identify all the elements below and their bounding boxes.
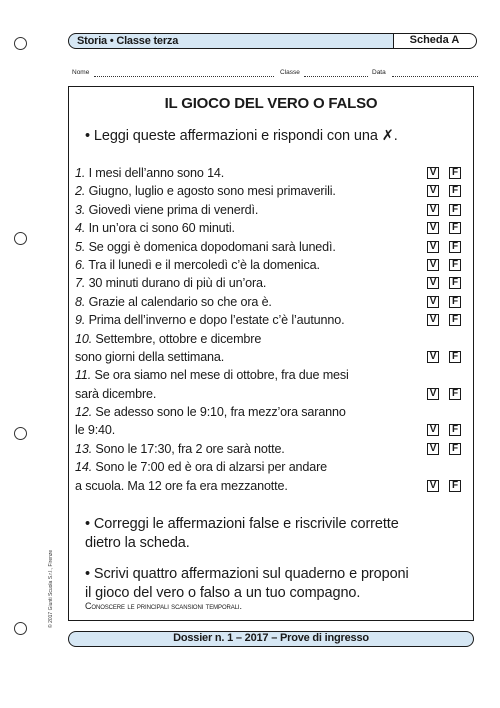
statement-line-text: a scuola. Ma 12 ore fa era mezzanotte. xyxy=(75,478,288,493)
true-false-boxes xyxy=(427,204,465,217)
binder-hole xyxy=(14,622,27,635)
statement-line-text: Se ora siamo nel mese di ottobre, fra due mesi xyxy=(94,368,349,383)
true-checkbox[interactable]: V xyxy=(427,259,439,271)
true-checkbox[interactable]: V xyxy=(427,314,439,326)
statement-text xyxy=(75,403,346,421)
statement-line-text: Sono le 17:30, fra 2 ore sarà notte. xyxy=(95,441,285,456)
subject-label: Storia • Classe terza xyxy=(77,35,179,47)
false-checkbox[interactable]: F xyxy=(449,277,461,289)
statement-line xyxy=(75,403,465,421)
instruction-correct-line: • Correggi le affermazioni false e riscrivile corrette xyxy=(85,516,399,532)
statement-line-text: sarà dicembre. xyxy=(75,386,157,401)
statement-text xyxy=(75,182,336,200)
true-checkbox[interactable]: V xyxy=(427,296,439,308)
statement-number: 10. xyxy=(75,331,93,346)
true-false-boxes xyxy=(427,259,465,272)
true-checkbox[interactable]: V xyxy=(427,277,439,289)
copyright-note: © 2017 Giunti Scuola S.r.l., Firenze xyxy=(48,549,54,628)
student-fields xyxy=(72,68,478,80)
statement-text xyxy=(75,219,235,237)
false-checkbox[interactable]: F xyxy=(449,480,461,492)
learning-objective: Conoscere le principali scansioni temporali. xyxy=(85,601,242,611)
statement-text xyxy=(75,385,156,403)
statement-number: 14. xyxy=(75,460,93,475)
statement-text xyxy=(75,421,115,439)
statement-line xyxy=(75,458,465,476)
statement-line xyxy=(75,256,465,274)
statement-line xyxy=(75,440,465,458)
instruction-write xyxy=(85,565,409,603)
statement-line xyxy=(75,311,465,329)
name-label: Nome xyxy=(72,69,90,76)
false-checkbox[interactable]: F xyxy=(449,204,461,216)
statement-line-text: le 9:40. xyxy=(75,423,116,438)
instruction-correct-line: dietro la scheda. xyxy=(85,535,190,551)
statement-number: 7. xyxy=(75,276,86,291)
statement-line-text: Giugno, luglio e agosto sono mesi primaverili. xyxy=(88,184,336,199)
statement-line xyxy=(75,366,465,384)
true-false-boxes xyxy=(427,351,465,364)
true-false-boxes xyxy=(427,424,465,437)
statement-line-text: Giovedì viene prima di venerdì. xyxy=(88,202,259,217)
statement-text xyxy=(75,440,285,458)
date-label: Data xyxy=(372,69,386,76)
statement-line xyxy=(75,477,465,495)
true-false-boxes xyxy=(427,443,465,456)
false-checkbox[interactable]: F xyxy=(449,222,461,234)
binder-hole xyxy=(14,232,27,245)
statement-line-text: Se oggi è domenica dopodomani sarà lunedì. xyxy=(88,239,336,254)
statement-line-text: Tra il lunedì e il mercoledì c’è la domenica. xyxy=(88,257,320,272)
class-label: Classe xyxy=(280,69,300,76)
statement-number: 6. xyxy=(75,257,86,272)
statement-line xyxy=(75,421,465,439)
footer-bar: Dossier n. 1 – 2017 – Prove di ingresso xyxy=(68,631,474,647)
statement-line xyxy=(75,182,465,200)
instruction-read: • Leggi queste affermazioni e rispondi con una ✗. xyxy=(85,128,398,144)
false-checkbox[interactable]: F xyxy=(449,351,461,363)
statement-line xyxy=(75,219,465,237)
statement-line-text: Se adesso sono le 9:10, fra mezz’ora saranno xyxy=(95,405,346,420)
false-checkbox[interactable]: F xyxy=(449,443,461,455)
exercise-frame xyxy=(68,86,474,621)
statement-number: 4. xyxy=(75,221,86,236)
statement-number: 5. xyxy=(75,239,86,254)
statement-number: 8. xyxy=(75,294,86,309)
statement-line xyxy=(75,238,465,256)
binder-hole xyxy=(14,37,27,50)
false-checkbox[interactable]: F xyxy=(449,388,461,400)
statement-line xyxy=(75,348,465,366)
instruction-write-line: • Scrivi quattro affermazioni sul quaderno e proponi xyxy=(85,566,409,582)
statement-line-text: Prima dell’inverno e dopo l’estate c’è l’autunno. xyxy=(88,313,345,328)
statement-line xyxy=(75,201,465,219)
class-field[interactable] xyxy=(304,76,368,77)
false-checkbox[interactable]: F xyxy=(449,185,461,197)
date-field[interactable] xyxy=(392,76,478,77)
statement-line-text: Settembre, ottobre e dicembre xyxy=(95,331,262,346)
statement-number: 12. xyxy=(75,405,93,420)
statement-line-text: In un’ora ci sono 60 minuti. xyxy=(88,221,235,236)
true-false-boxes xyxy=(427,277,465,290)
true-checkbox[interactable]: V xyxy=(427,222,439,234)
true-false-boxes xyxy=(427,241,465,254)
true-checkbox[interactable]: V xyxy=(427,185,439,197)
statement-line-text: Grazie al calendario so che ora è. xyxy=(88,294,272,309)
true-false-boxes xyxy=(427,314,465,327)
statement-text xyxy=(75,164,224,182)
statement-text xyxy=(75,293,272,311)
instruction-correct xyxy=(85,515,399,553)
statement-line xyxy=(75,274,465,292)
true-checkbox[interactable]: V xyxy=(427,388,439,400)
true-checkbox[interactable]: V xyxy=(427,204,439,216)
statement-line-text: 30 minuti durano di più di un’ora. xyxy=(88,276,267,291)
statement-number: 9. xyxy=(75,313,86,328)
true-checkbox[interactable]: V xyxy=(427,443,439,455)
statement-line xyxy=(75,293,465,311)
true-false-boxes xyxy=(427,185,465,198)
statement-text xyxy=(75,348,224,366)
statement-text xyxy=(75,366,349,384)
true-checkbox[interactable]: V xyxy=(427,424,439,436)
statement-text xyxy=(75,274,266,292)
exercise-title: IL GIOCO DEL VERO O FALSO xyxy=(164,95,378,112)
false-checkbox[interactable]: F xyxy=(449,167,461,179)
false-checkbox[interactable]: F xyxy=(449,241,461,253)
statement-text xyxy=(75,238,336,256)
false-checkbox[interactable]: F xyxy=(449,296,461,308)
true-checkbox[interactable]: V xyxy=(427,351,439,363)
statement-number: 13. xyxy=(75,441,93,456)
true-checkbox[interactable]: V xyxy=(427,480,439,492)
statement-line-text: sono giorni della settimana. xyxy=(75,349,225,364)
true-false-boxes xyxy=(427,388,465,401)
statement-list xyxy=(75,164,465,495)
false-checkbox[interactable]: F xyxy=(449,424,461,436)
true-checkbox[interactable]: V xyxy=(427,167,439,179)
statement-text xyxy=(75,201,258,219)
sheet-label: Scheda A xyxy=(393,33,477,49)
statement-text xyxy=(75,256,320,274)
instruction-write-line: il gioco del vero o falso a un tuo compagno. xyxy=(85,585,361,601)
statement-line xyxy=(75,164,465,182)
statement-text xyxy=(75,458,327,476)
statement-line xyxy=(75,385,465,403)
true-false-boxes xyxy=(427,222,465,235)
statement-number: 11. xyxy=(75,368,92,383)
statement-text xyxy=(75,330,261,348)
false-checkbox[interactable]: F xyxy=(449,314,461,326)
statement-number: 1. xyxy=(75,166,86,180)
statement-text xyxy=(75,477,288,495)
name-field[interactable] xyxy=(94,76,274,77)
true-false-boxes xyxy=(427,167,465,180)
header-bar xyxy=(68,33,476,49)
true-false-boxes xyxy=(427,296,465,309)
statement-number: 3. xyxy=(75,202,86,217)
true-false-boxes xyxy=(427,480,465,493)
false-checkbox[interactable]: F xyxy=(449,259,461,271)
binder-hole xyxy=(14,427,27,440)
statement-line-text: I mesi dell’anno sono 14. xyxy=(88,166,225,180)
statement-text xyxy=(75,311,344,329)
statement-line xyxy=(75,330,465,348)
statement-number: 2. xyxy=(75,184,86,199)
statement-line-text: Sono le 7:00 ed è ora di alzarsi per andare xyxy=(95,460,328,475)
true-checkbox[interactable]: V xyxy=(427,241,439,253)
